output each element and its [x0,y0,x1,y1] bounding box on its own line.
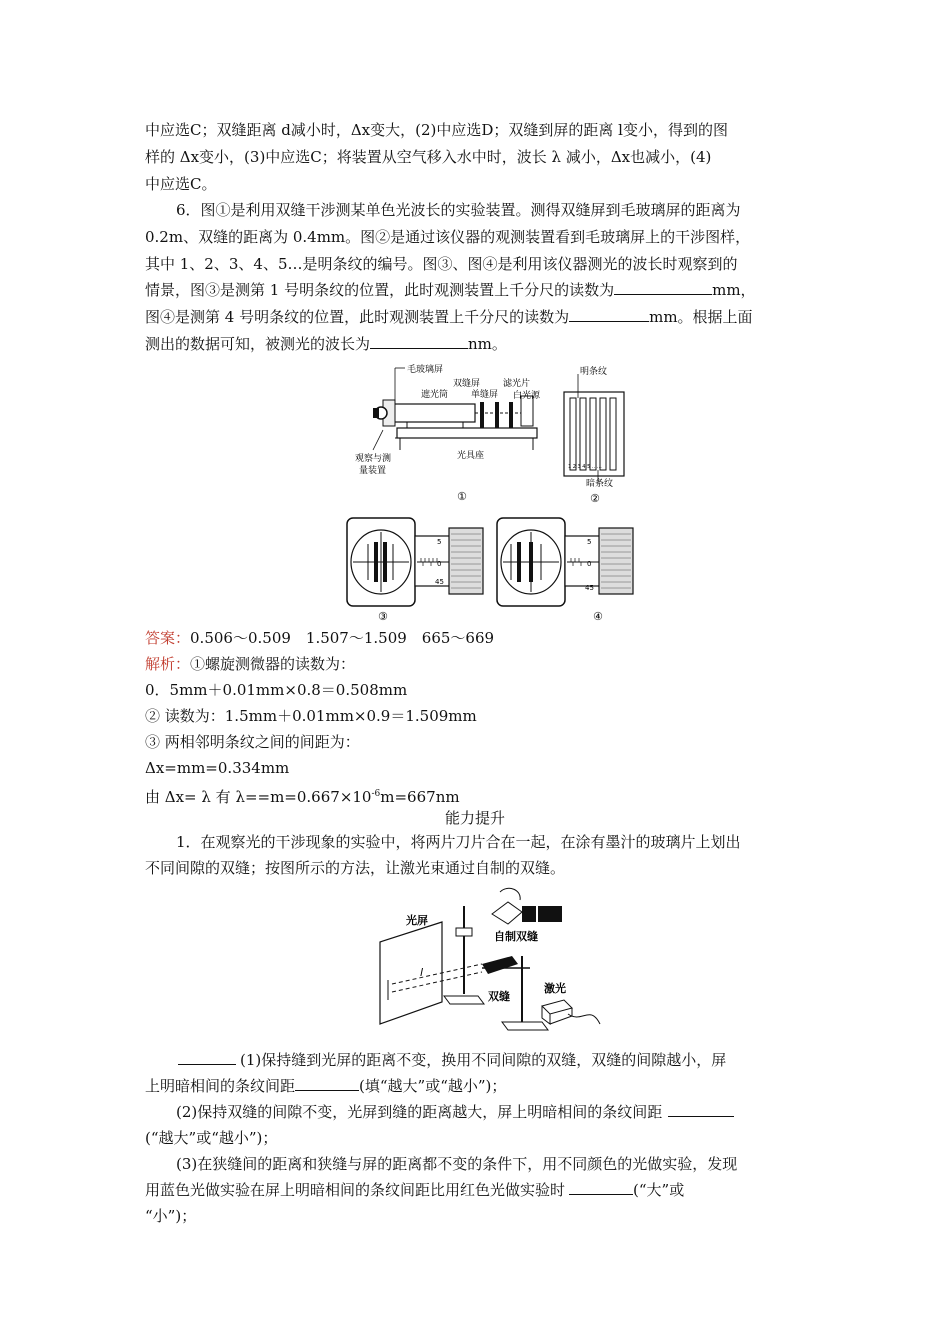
analysis-line: ② 读数为：1.5mm＋0.01mm×0.9＝1.509mm [145,707,477,725]
exponent: -6 [371,789,381,799]
figure-number: ③ [378,610,388,623]
text-segment: nm。 [468,335,507,353]
label-laser: 激光 [544,982,566,995]
text-segment: mm。根据上面 [649,308,753,326]
text-segment: (2)保持双缝的间隙不变，光屏到缝的距离越大，屏上明暗相间的条纹间距 [176,1103,663,1121]
text-line: 中应选C；双缝距离 d减小时，Δx变大，(2)中应选D；双缝到屏的距离 l变小，得到的图 [145,121,728,139]
analysis-line [145,652,355,676]
question-6-line [145,305,753,329]
label-double-slit: 双缝 [488,990,510,1003]
figure-number: ① [457,490,467,503]
label-optical-bench: 光具座 [457,451,485,461]
question-6-line: 0.2m、双缝的距离为 0.4mm。图②是通过该仪器的观测装置看到毛玻璃屏上的干涉图样， [145,228,751,246]
text-line: 样的 Δx变小，(3)中应选C；将装置从空气移入水中时，波长 λ 减小，Δx也减小，(4) [145,148,712,166]
label-light-screen: 光屏 [406,914,428,927]
analysis-line [145,782,460,809]
sub-question-line [145,1048,726,1072]
sub-question-line [176,1100,734,1124]
section-title: 能力提升 [444,809,505,827]
answer-blank[interactable] [295,1076,359,1091]
label-bright-fringe: 明条纹 [580,367,608,377]
label-frosted-screen: 毛玻璃屏 [407,365,444,375]
scale-label: 45 [435,578,444,586]
label-filter: 滤光片 [503,379,531,389]
text-segment: 用蓝色光做实验在屏上明暗相间的条纹间距比用红色光做实验时 [145,1181,566,1199]
label-distance: l [420,966,424,979]
label-observe-1: 观察与测 [355,454,392,464]
scale-label: 5 [437,538,442,546]
figure-fringe-pattern [560,362,640,508]
answer-blank[interactable] [668,1102,734,1117]
figure-number: ② [590,492,600,505]
label-dark-fringe: 暗条纹 [586,479,614,489]
analysis-label: 解析： [145,655,191,673]
analysis-text: ①螺旋测微器的读数为： [190,655,356,673]
answer-text: 0.506～0.509 1.507～1.509 665～669 [190,629,495,647]
question-6-line: 6．图①是利用双缝干涉测某单色光波长的实验装置。测得双缝屏到毛玻璃屏的距离为 [176,201,741,219]
sub-question-line [145,1074,506,1098]
analysis-line: 0．5mm＋0.01mm×0.8＝0.508mm [145,681,408,699]
label-double-slit-screen: 双缝屏 [453,379,481,389]
text-segment: mm， [712,281,756,299]
answer-blank[interactable] [178,1052,236,1065]
label-observe-2: 量装置 [359,466,387,476]
text-segment: 测出的数据可知，被测光的波长为 [145,335,371,353]
text-segment: (1)保持缝到光屏的距离不变，换用不同间隙的双缝，双缝的间隙越小，屏 [240,1051,727,1069]
figure-micrometer-3 [345,514,495,624]
sub-question-line [145,1178,684,1202]
fringe-tick-labels: 1 2 3 4 5 …… [568,464,602,470]
question-1-line: 不同间隙的双缝；按图所示的方法，让激光束通过自制的双缝。 [145,859,566,877]
label-homemade-slit: 自制双缝 [494,930,538,943]
label-white-source: 白光源 [513,391,541,401]
answer-blank[interactable] [569,1180,633,1195]
answer-blank[interactable] [614,280,712,295]
scale-label: 0 [587,560,592,568]
answer-label: 答案： [145,629,191,647]
figure-number: ④ [593,610,603,623]
scale-label: 45 [585,584,594,592]
formula-text: 由 Δx= λ 有 λ==m=0.667×10 [145,788,372,806]
answer-blank[interactable] [569,307,649,322]
question-1-line: 1．在观察光的干涉现象的实验中，将两片刀片合在一起，在涂有墨汁的玻璃片上划出 [176,833,741,851]
text-line: 中应选C。 [145,175,217,193]
scale-label: 0 [437,560,442,568]
formula-text: m=667nm [380,788,460,806]
text-segment: 情景，图③是测第 1 号明条纹的位置，此时观测装置上千分尺的读数为 [145,281,615,299]
figure-laser-setup [372,884,602,1032]
analysis-line: Δx=mm=0.334mm [145,759,290,777]
figure-micrometer-4 [495,514,645,624]
question-6-line [145,332,507,356]
text-segment: (填“越大”或“越小”)； [359,1077,507,1095]
sub-question-line: (3)在狭缝间的距离和狭缝与屏的距离都不变的条件下，用不同颜色的光做实验，发现 [176,1155,738,1173]
label-light-tube: 遮光筒 [421,390,449,400]
label-single-slit-screen: 单缝屏 [471,390,499,400]
text-segment: 上明暗相间的条纹间距 [145,1077,296,1095]
question-6-line [145,278,756,302]
analysis-line: ③ 两相邻明条纹之间的间距为： [145,733,360,751]
answer-line [145,626,494,650]
text-segment: 图④是测第 4 号明条纹的位置，此时观测装置上千分尺的读数为 [145,308,570,326]
sub-question-line: “小”)； [145,1207,197,1225]
figure-apparatus [345,358,555,508]
text-segment: (“大”或 [633,1181,685,1199]
answer-blank[interactable] [370,334,468,349]
scale-label: 5 [587,538,592,546]
question-6-line: 其中 1、2、3、4、5…是明条纹的编号。图③、图④是利用该仪器测光的波长时观察到的 [145,255,738,273]
sub-question-line: (“越大”或“越小”)； [145,1129,278,1147]
